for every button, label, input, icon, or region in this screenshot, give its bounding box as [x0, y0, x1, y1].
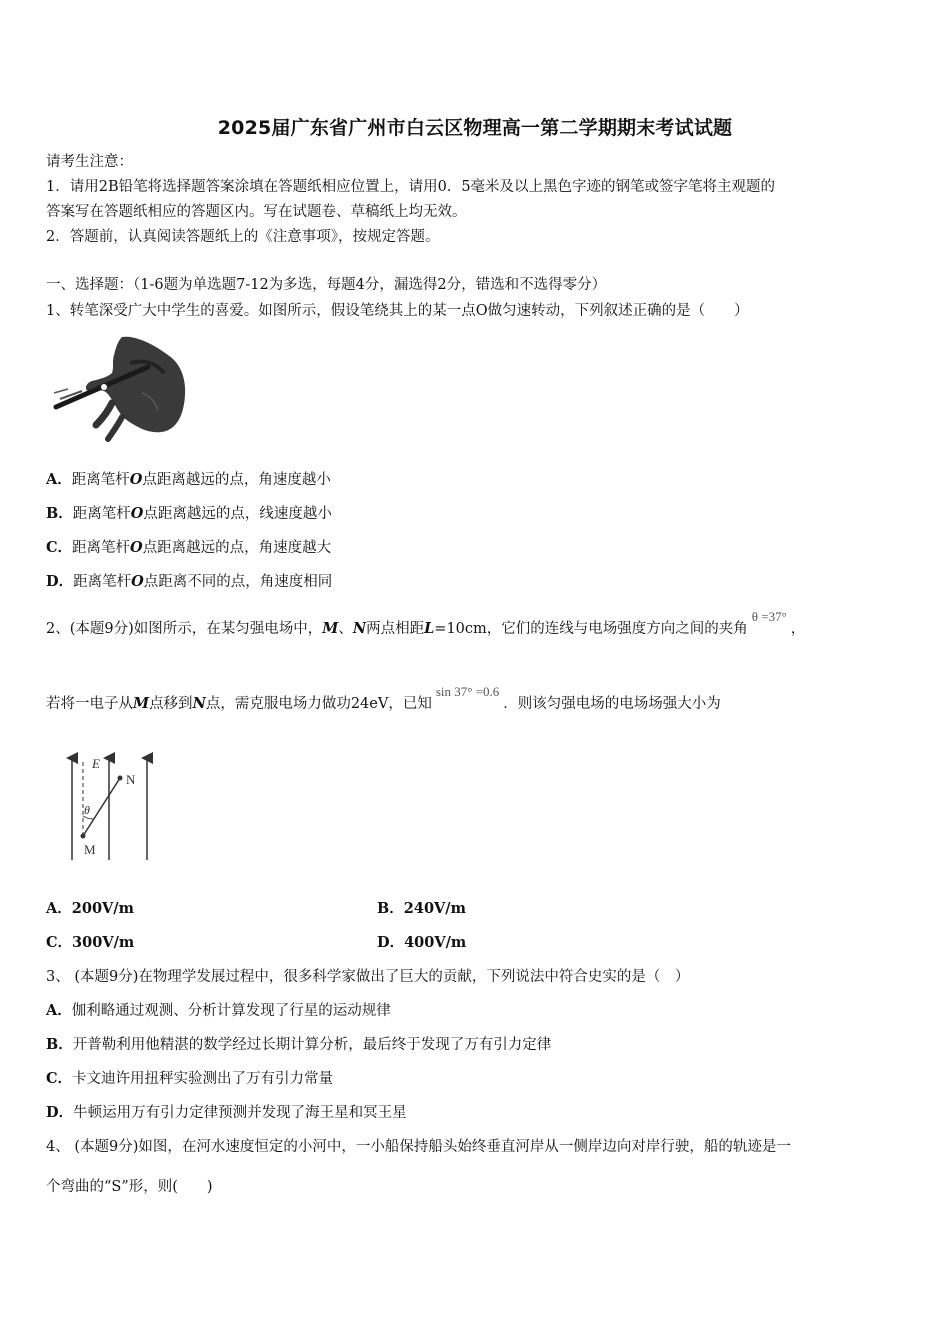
notice-line-2: 2．答题前，认真阅读答题纸上的《注意事项》，按规定答题。 [46, 229, 440, 245]
q4-stem-line-1: 4、 (本题9分)如图，在河水速度恒定的小河中，一小船保持船头始终垂直河岸从一侧岸边向对岸行驶，船的轨迹是一 [46, 1139, 791, 1155]
q3-option-d[interactable]: D．牛顿运用万有引力定律预测并发现了海王星和冥王星 [46, 1104, 407, 1121]
q2-stem-line-2: 若将一电子从M点移到N点，需克服电场力做功24eV，已知sin 37° =0.6．则该匀强电场的电场场强大小为 [46, 684, 721, 712]
label-e: E [92, 756, 100, 771]
notice-line-1b: 答案写在答题纸相应的答题区内。写在试题卷、草稿纸上均无效。 [46, 204, 467, 220]
label-n: N [126, 772, 136, 787]
q1-option-d[interactable]: D．距离笔杆O点距离不同的点，角速度相同 [46, 573, 333, 590]
notice-line-1a: 1．请用2B铅笔将选择题答案涂填在答题纸相应位置上，请用0．5毫米及以上黑色字迹的钢笔或签字笔将主观题的 [46, 179, 776, 195]
point-o: O [130, 505, 144, 522]
label-m: M [84, 842, 96, 857]
theta-formula: θ =37° [751, 609, 787, 624]
q3-option-b[interactable]: B．开普勒利用他精湛的数学经过长期计算分析，最后终于发现了万有引力定律 [46, 1036, 552, 1053]
q3-stem: 3、 (本题9分)在物理学发展过程中，很多科学家做出了巨大的贡献，下列说法中符合史实的是（ ） [46, 969, 690, 985]
page-title: 2025届广东省广州市白云区物理高一第二学期期末考试试题 [217, 117, 733, 139]
section-heading: 一、选择题：（1-6题为单选题7-12为多选，每题4分，漏选得2分，错选和不选得零分） [46, 277, 607, 293]
point-n [118, 776, 123, 781]
sin-formula: sin 37° =0.6 [435, 684, 500, 699]
q4-stem-line-2: 个弯曲的“S”形，则( ) [46, 1179, 213, 1195]
option-label: D． [46, 573, 74, 590]
pen-spinning-hand-figure [52, 333, 188, 443]
label-theta: θ [84, 803, 90, 817]
q1-option-a[interactable]: A．距离笔杆O点距离越远的点，角速度越小 [46, 471, 331, 488]
point-o: O [129, 471, 143, 488]
q2-option-c[interactable]: C．300V/m [46, 934, 135, 951]
q2-option-a[interactable]: A．200V/m [46, 900, 134, 917]
point-o: O [131, 573, 144, 590]
option-label: B． [46, 505, 73, 522]
q1-option-b[interactable]: B．距离笔杆O点距离越远的点，线速度越小 [46, 505, 332, 522]
electric-field-figure [62, 748, 158, 864]
q2-option-b[interactable]: B．240V/m [377, 900, 466, 917]
point-m [81, 834, 86, 839]
q2-option-d[interactable]: D．400V/m [377, 934, 467, 951]
point-o: O [130, 539, 143, 556]
option-label: A． [46, 471, 72, 488]
option-label: C． [46, 539, 73, 556]
q2-stem-line-1: 2、(本题9分)如图所示，在某匀强电场中，M、N两点相距L=10cm，它们的连线与电场强度方向之间的夹角θ =37°， [46, 609, 806, 637]
q3-option-a[interactable]: A．伽利略通过观测、分析计算发现了行星的运动规律 [46, 1002, 391, 1019]
q1-option-c[interactable]: C．距离笔杆O点距离越远的点，角速度越大 [46, 539, 332, 556]
notice-heading: 请考生注意： [46, 154, 133, 170]
q1-stem: 1、转笔深受广大中学生的喜爱。如图所示，假设笔绕其上的某一点O做匀速转动，下列叙述正确的是（ ） [46, 303, 749, 319]
q3-option-c[interactable]: C．卡文迪许用扭秤实验测出了万有引力常量 [46, 1070, 334, 1087]
